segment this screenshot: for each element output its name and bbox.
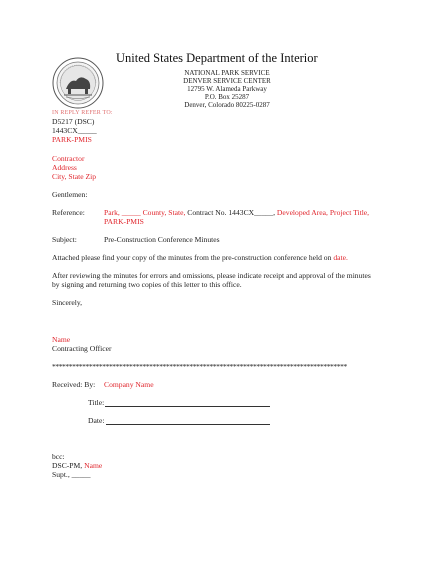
- addressee-name: Contractor: [52, 154, 85, 163]
- body-paragraph-2-line-2: by signing and returning two copies of this letter to this office.: [52, 280, 242, 289]
- reference-contract: Contract No. 1443CX_____,: [185, 208, 276, 217]
- received-label: Received: By:: [52, 380, 96, 389]
- closing: Sincerely,: [52, 298, 83, 307]
- salutation: Gentlemen:: [52, 190, 88, 199]
- subject-label: Subject:: [52, 235, 77, 244]
- separator-stars: ****************************************************************************************: [52, 362, 347, 371]
- bcc-label: bcc:: [52, 452, 65, 461]
- title-label: Title:: [88, 398, 105, 407]
- body-paragraph-1-text: Attached please find your copy of the minutes from the pre-construction conference held on: [52, 253, 332, 262]
- reply-refer-label: IN REPLY REFER TO:: [52, 110, 113, 116]
- department-seal-icon: [52, 57, 104, 109]
- header-line-1: NATIONAL PARK SERVICE: [184, 69, 270, 77]
- bcc-dsc-name: Name: [84, 461, 103, 470]
- reference-label: Reference:: [52, 208, 85, 217]
- bcc-supt: Supt., _____: [52, 470, 91, 479]
- header-line-5: Denver, Colorado 80225-0287: [184, 101, 270, 109]
- header-line-2: DENVER SERVICE CENTER: [183, 77, 271, 85]
- signer-name: Name: [52, 335, 71, 344]
- header-line-4: P.O. Box 25287: [204, 93, 250, 101]
- meeting-date: date.: [333, 253, 348, 262]
- reply-code-3: PARK-PMIS: [52, 135, 92, 144]
- bcc-dsc: [52, 461, 102, 470]
- body-paragraph-2-line-1: After reviewing the minutes for errors and omissions, please indicate receipt and approval of the minutes: [52, 271, 371, 280]
- addressee-address: Address: [52, 163, 77, 172]
- date-signature-line[interactable]: [106, 424, 270, 425]
- subject-text: Pre-Construction Conference Minutes: [104, 235, 220, 244]
- department-title: United States Department of the Interior: [116, 51, 318, 65]
- reference-project: Developed Area, Project Title,: [275, 208, 370, 217]
- reply-code-2: 1443CX_____: [52, 126, 97, 135]
- received-company: Company Name: [104, 380, 154, 389]
- reply-code-1: D5217 (DSC): [52, 117, 95, 126]
- signer-title: Contracting Officer: [52, 344, 112, 353]
- reference-park: Park, _____ County, State,: [104, 208, 186, 217]
- title-signature-line[interactable]: [105, 406, 270, 407]
- bcc-dsc-label: DSC-PM,: [52, 461, 83, 470]
- body-paragraph-1: [52, 253, 348, 262]
- addressee-city: City, State Zip: [52, 172, 97, 181]
- date-label: Date:: [88, 416, 105, 425]
- reference-pmis: PARK-PMIS: [104, 217, 144, 226]
- reference-text: [104, 208, 369, 217]
- header-line-3: 12795 W. Alameda Parkway: [187, 85, 267, 93]
